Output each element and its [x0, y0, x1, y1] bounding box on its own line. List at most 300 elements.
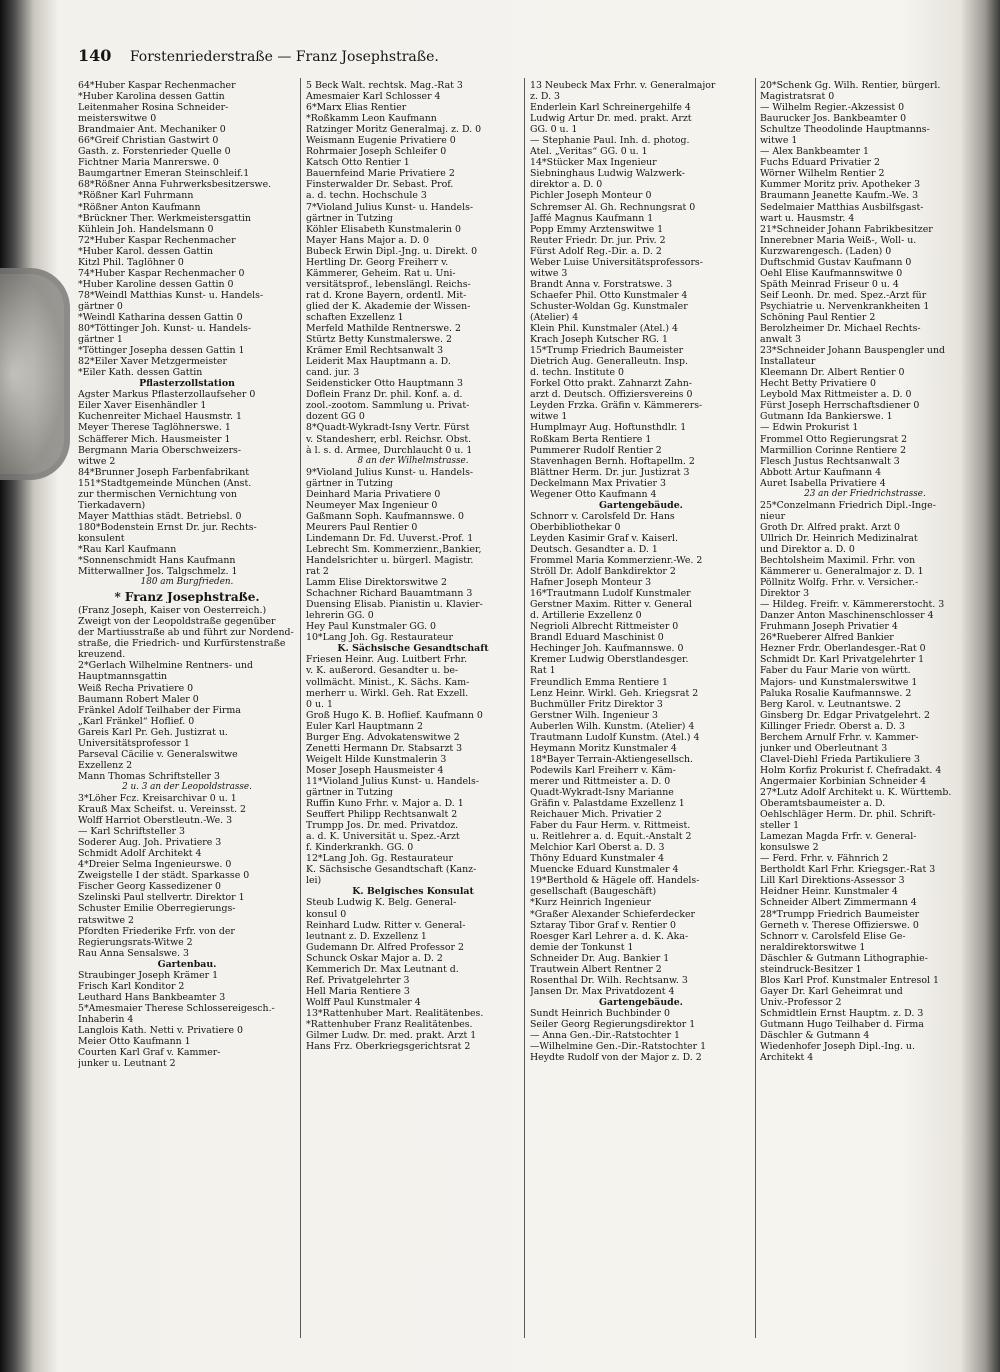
directory-line: a. d. K. Universität u. Spez.-Arzt [306, 831, 460, 843]
directory-line: (Franz Joseph, Kaiser von Oesterreich.) [78, 605, 267, 617]
directory-line: Podewils Karl Freiherr v. Käm- [530, 764, 676, 776]
directory-line: Fruhmann Joseph Privatier 4 [760, 621, 898, 633]
directory-line: Schmidt Adolf Architekt 4 [78, 848, 202, 860]
directory-line: 26*Rueberer Alfred Bankier [760, 632, 894, 644]
directory-line: Jaffé Magnus Kaufmann 1 [530, 212, 654, 224]
directory-line: Gerstner Wilh. Ingenieur 3 [530, 709, 658, 721]
directory-line: Braumann Jeanette Kaufm.-We. 3 [760, 190, 919, 202]
directory-line: Amesmaier Karl Schlosser 4 [306, 91, 441, 103]
directory-line: Pichler Joseph Monteur 0 [530, 190, 652, 202]
directory-line: Schöning Paul Rentier 2 [760, 311, 876, 323]
column-2 [306, 80, 520, 1350]
directory-line: merer und Rittmeister a. D. 0 [530, 775, 671, 787]
directory-line: u. Reitlehrer a. d. Equit.-Anstalt 2 [530, 831, 692, 843]
directory-line: K. Sächsische Gesandtschaft [337, 643, 489, 655]
directory-line: Sedelmaier Matthias Ausbilfsgast- [760, 201, 924, 213]
directory-line: 16*Trautmann Ludolf Kunstmaler [530, 588, 691, 600]
directory-line: Ströll Dr. Adolf Bankdirektor 2 [530, 566, 676, 578]
directory-line: Magistratsrat 0 [760, 91, 835, 103]
directory-line: Hauptmannsgattin [78, 671, 168, 683]
column-divider [524, 78, 525, 1338]
directory-line: der Martiusstraße ab und führt zur Nordend- [78, 627, 294, 639]
directory-line: konsul 0 [306, 908, 347, 920]
directory-line: 18*Bayer Terrain-Aktiengesellsch. [530, 753, 694, 765]
directory-line: Melchior Karl Oberst a. D. 3 [530, 842, 665, 854]
directory-line: Bechtolsheim Maximil. Frhr. von [760, 555, 916, 567]
directory-line: 78*Weindl Matthias Kunst- u. Handels- [78, 289, 264, 301]
directory-line: Tierkadavern) [78, 499, 146, 511]
directory-line: dozent GG 0 [306, 411, 365, 423]
directory-line: 2*Gerlach Wilhelmine Rentners- und [78, 660, 254, 672]
directory-line: — Edwin Prokurist 1 [760, 422, 859, 434]
directory-line: zool.-zootom. Sammlung u. Privat- [306, 400, 470, 412]
directory-line: Reinhard Ludw. Ritter v. General- [306, 919, 466, 931]
directory-line: Mayer Matthias städt. Betriebsl. 0 [78, 510, 242, 522]
directory-line: Frommel Maria Kommerzienr.-We. 2 [530, 555, 703, 567]
page-title: Forstenriederstraße — Franz Josephstraße. [129, 49, 439, 65]
directory-line: Krämer Emil Rechtsanwalt 3 [306, 345, 444, 357]
directory-line: Oehl Elise Kaufmannswitwe 0 [760, 267, 903, 279]
directory-line: Majors- und Kunstmalerswitwe 1 [760, 676, 918, 688]
directory-line: Doflein Franz Dr. phil. Konf. a. d. [306, 389, 463, 401]
directory-line: f. Kinderkrankh. GG. 0 [306, 842, 414, 854]
directory-line: 21*Schneider Johann Fabrikbesitzer [760, 223, 933, 235]
directory-line: Kitzl Phil. Taglöhner 0 [78, 256, 184, 268]
directory-line: Wolff Paul Kunstmaler 4 [306, 996, 421, 1008]
directory-line: Brandt Anna v. Forstratswe. 3 [530, 278, 673, 290]
directory-line: Lill Karl Direktions-Assessor 3 [760, 875, 905, 887]
directory-line: Lindemann Dr. Fd. Uuverst.-Prof. 1 [306, 532, 474, 544]
directory-line: Wörner Wilhelm Rentier 2 [760, 168, 885, 180]
directory-line: Ludwig Artur Dr. med. prakt. Arzt [530, 113, 692, 125]
page-header [78, 46, 938, 70]
directory-line: Schaefer Phil. Otto Kunstmaler 4 [530, 289, 688, 301]
directory-line: Bergmann Maria Oberschweizers- [78, 444, 242, 456]
directory-line: Gartengebäude. [599, 499, 683, 511]
directory-line: konsulswe 2 [760, 842, 819, 854]
directory-line: 8*Quadt-Wykradt-Isny Vertr. Fürst [306, 422, 470, 434]
directory-line: Lebrecht Sm. Kommerzienr.,Bankier, [306, 543, 482, 555]
directory-line: Enderlein Karl Schreinergehilfe 4 [530, 102, 691, 114]
directory-line: Kämmerer u. Generalmajor z. D. 1 [760, 566, 924, 578]
directory-line: *Roßkamm Leon Kaufmann [306, 113, 437, 125]
directory-line: junker und Oberleutnant 3 [760, 742, 888, 754]
directory-line: — Ferd. Frhr. v. Fähnrich 2 [760, 853, 889, 865]
directory-line: Lamezan Magda Frfr. v. General- [760, 831, 917, 843]
directory-line: d. Artillerie Exzellenz 0 [530, 610, 642, 622]
directory-line: 19*Berthold & Hägele off. Handels- [530, 875, 700, 887]
directory-line: GG. 0 u. 1 [530, 124, 578, 136]
directory-line: — Karl Schriftsteller 3 [78, 826, 185, 838]
directory-line: 82*Eiler Xaver Metzgermeister [78, 356, 227, 368]
directory-line: — Wilhelm Regier.-Akzessist 0 [760, 102, 905, 114]
directory-line: Däschler & Gutmann 4 [760, 1030, 870, 1042]
directory-line: Hertling Dr. Georg Freiherr v. [306, 256, 449, 268]
directory-line: Dietrich Aug. Generalleutn. Insp. [530, 356, 688, 368]
directory-line: witwe 1 [760, 135, 798, 147]
directory-line: Reuter Friedr. Dr. jur. Priv. 2 [530, 234, 666, 246]
directory-line: witwe 3 [530, 267, 568, 279]
directory-line: witwe 1 [530, 411, 568, 423]
directory-line: Leitenmaher Rosina Schneider- [78, 102, 229, 114]
directory-line: 180*Bodenstein Ernst Dr. jur. Rechts- [78, 521, 257, 533]
directory-line: 23*Schneider Johann Bauspengler und [760, 345, 946, 357]
directory-line: *Brückner Ther. Werkmeistersgattin [78, 212, 251, 224]
directory-line: Gartenbau. [157, 958, 217, 970]
directory-line: vollmächt. Minist., K. Sächs. Kam- [306, 676, 470, 688]
directory-line: Hell Maria Rentiere 3 [306, 985, 410, 997]
directory-line: Gutmann Ida Bankierswe. 1 [760, 411, 893, 423]
directory-line: Späth Meinrad Friseur 0 u. 4 [760, 278, 899, 290]
directory-line: Faber du Faur Herm. v. Rittmeist. [530, 820, 691, 832]
directory-line: Pummerer Rudolf Rentier 2 [530, 444, 662, 456]
directory-line: Mitterwallner Jos. Talgschmelz. 1 [78, 566, 238, 578]
directory-line: — Hildeg. Freifr. v. Kämmererstocht. 3 [760, 599, 945, 611]
directory-line: Weiß Recha Privatiere 0 [78, 682, 194, 694]
directory-line: Rau Anna Sensalswe. 3 [78, 947, 190, 959]
directory-line: Gutmann Hugo Teilhaber d. Firma [760, 1018, 924, 1030]
directory-line: Blos Karl Prof. Kunstmaler Entresol 1 [760, 974, 939, 986]
directory-line: cand. jur. 3 [306, 367, 360, 379]
directory-line: *Rößner Anton Kaufmann [78, 201, 201, 213]
directory-line: Straubinger Joseph Krämer 1 [78, 969, 219, 981]
directory-line: Ullrich Dr. Heinrich Medizinalrat [760, 532, 918, 544]
directory-line: glied der K. Akademie der Wissen- [306, 300, 471, 312]
directory-line: Reichauer Mich. Privatier 2 [530, 809, 662, 821]
directory-line: 8 an der Wilhelmstrasse. [357, 455, 469, 466]
directory-line: steller 1 [760, 820, 800, 832]
directory-line: Rohrmaier Joseph Schleifer 0 [306, 146, 447, 158]
directory-line: Schmidtlein Ernst Hauptm. z. D. 3 [760, 1007, 924, 1019]
directory-line: 13 Neubeck Max Frhr. v. Generalmajor [530, 80, 716, 91]
directory-line: Kuchenreiter Michael Hausmstr. 1 [78, 411, 242, 423]
directory-line: 80*Töttinger Joh. Kunst- u. Handels- [78, 323, 252, 335]
directory-line: arzt d. Deutsch. Offiziersvereins 0 [530, 389, 693, 401]
directory-line: Flesch Justus Rechtsanwalt 3 [760, 455, 900, 467]
directory-line: 25*Conzelmann Friedrich Dipl.-Inge- [760, 499, 936, 511]
directory-line: Köhler Elisabeth Kunstmalerin 0 [306, 223, 461, 235]
directory-line: Direktor 3 [760, 588, 810, 600]
directory-line: Ref. Privatgelehrter 3 [306, 974, 410, 986]
directory-line: *Graßer Alexander Schieferdecker [530, 908, 696, 920]
directory-line: Installateur [760, 356, 816, 368]
directory-line: Wolff Harriot Oberstleutn.-We. 3 [78, 815, 233, 827]
directory-line: v. K. außerord. Gesandter u. be- [306, 665, 459, 677]
directory-line: Trumpp Jos. Dr. med. Privatdoz. [306, 820, 459, 832]
directory-line: 7*Violand Julius Kunst- u. Handels- [306, 201, 474, 213]
directory-line: Weismann Eugenie Privatiere 0 [306, 135, 456, 147]
directory-line: Groth Dr. Alfred prakt. Arzt 0 [760, 521, 900, 533]
directory-line: 6*Marx Elias Rentier [306, 102, 407, 114]
directory-line: Holm Korfiz Prokurist f. Chefradakt. 4 [760, 764, 942, 776]
directory-line: — Alex Bankbeamter 1 [760, 146, 869, 158]
directory-line: kreuzend. [78, 649, 126, 661]
directory-line: Fichtner Maria Manrerswe. 0 [78, 157, 219, 169]
directory-line: Zweigstelle I der städt. Sparkasse 0 [78, 870, 250, 882]
directory-line: Leuthard Hans Bankbeamter 3 [78, 991, 226, 1003]
directory-line: Groß Hugo K. B. Hoflief. Kaufmann 0 [306, 709, 483, 721]
directory-line: Euler Karl Hauptmann 2 [306, 720, 424, 732]
directory-line: Kemmerich Dr. Max Leutnant d. [306, 963, 459, 975]
directory-line: gärtner 0 [78, 300, 123, 312]
directory-line: 72*Huber Kaspar Rechenmacher [78, 234, 236, 246]
directory-line: 151*Stadtgemeinde München (Anst. [78, 477, 252, 489]
directory-line: 10*Lang Joh. Gg. Restaurateur [306, 632, 454, 644]
directory-line: Leyden Frzka. Gräfin v. Kämmerers- [530, 400, 703, 412]
directory-line: Stavenhagen Bernh. Hoftapellm. 2 [530, 455, 695, 467]
directory-line: Finsterwalder Dr. Sebast. Prof. [306, 179, 454, 191]
directory-line: Burger Eng. Advokatenswitwe 2 [306, 731, 460, 743]
directory-line: Hey Paul Kunstmaler GG. 0 [306, 621, 436, 633]
directory-line: wart u. Hausmstr. 4 [760, 212, 855, 224]
column-divider [755, 78, 756, 1338]
directory-line: Schultze Theodolinde Hauptmanns- [760, 124, 930, 136]
directory-line: Baumann Robert Maler 0 [78, 693, 199, 705]
directory-line: Faber du Faur Marie von württ. [760, 665, 911, 677]
directory-line: Pfordten Friederike Frfr. von der [78, 925, 235, 937]
directory-line: Oehlschläger Herm. Dr. phil. Schrift- [760, 809, 936, 821]
directory-line: anwalt 3 [760, 334, 801, 346]
directory-line: Friesen Heinr. Aug. Luitbert Frhr. [306, 654, 468, 666]
directory-line: 11*Violand Julius Kunst- u. Handels- [306, 775, 480, 787]
directory-line: Gilmer Ludw. Dr. med. prakt. Arzt 1 [306, 1030, 477, 1042]
directory-line: 4*Dreier Selma Ingenieurswe. 0 [78, 859, 232, 871]
directory-line: rat 2 [306, 566, 329, 578]
directory-line: Bauernfeind Marie Privatiere 2 [306, 168, 455, 180]
directory-line: Roesger Karl Lehrer a. d. K. Aka- [530, 930, 689, 942]
directory-line: Gartengebäude. [599, 996, 683, 1008]
directory-line: versitätsprof., lebenslängl. Reichs- [306, 278, 471, 290]
directory-line: 9*Violand Julius Kunst- u. Handels- [306, 466, 474, 478]
directory-line: *Rattenhuber Franz Realitätenbes. [306, 1018, 473, 1030]
directory-line: 20*Schenk Gg. Wilh. Rentier, bürgerl. [760, 80, 941, 91]
directory-line: witwe 2 [78, 455, 116, 467]
directory-line: lei) [306, 875, 322, 887]
directory-line: 0 u. 1 [306, 698, 333, 710]
directory-line: Neumeyer Max Ingenieur 0 [306, 499, 438, 511]
directory-line: Angermaier Korbinian Schneider 4 [760, 775, 927, 787]
directory-line: 12*Lang Joh. Gg. Restaurateur [306, 853, 454, 865]
directory-line: Freundlich Emma Rentiere 1 [530, 676, 669, 688]
directory-line: Mann Thomas Schriftsteller 3 [78, 770, 220, 782]
directory-line: Schneider Dr. Aug. Bankier 1 [530, 952, 670, 964]
directory-line: Auberlen Wilh. Kunstm. (Atelier) 4 [530, 720, 695, 732]
directory-line: Hans Frz. Oberkriegsgerichtsrat 2 [306, 1041, 471, 1053]
directory-line: Fürst Adolf Reg.-Dir. a. D. 2 [530, 245, 662, 257]
directory-line: Seiler Georg Regierungsdirektor 1 [530, 1018, 696, 1030]
directory-line: Pöllnitz Wolfg. Frhr. v. Versicher.- [760, 577, 919, 589]
directory-line: Brandl Eduard Maschinist 0 [530, 632, 664, 644]
directory-line: Klein Phil. Kunstmaler (Atel.) 4 [530, 323, 678, 335]
directory-line: 5 Beck Walt. rechtsk. Mag.-Rat 3 [306, 80, 463, 91]
directory-line: schaften Exzellenz 1 [306, 311, 404, 323]
directory-line: Wiedenhofer Joseph Dipl.-Ing. u. [760, 1041, 915, 1053]
directory-line: Steub Ludwig K. Belg. General- [306, 897, 457, 909]
directory-line: 5*Amesmaier Therese Schlossereigesch.- [78, 1002, 275, 1014]
directory-line: 14*Stücker Max Ingenieur [530, 157, 657, 169]
directory-line: Killinger Friedr. Oberst a. D. 3 [760, 720, 905, 732]
directory-line: * Franz Josephstraße. [114, 592, 260, 604]
directory-line: gärtner in Tutzing [306, 212, 393, 224]
directory-line: Inhaberin 4 [78, 1013, 134, 1025]
directory-line: Fuchs Eduard Privatier 2 [760, 157, 880, 169]
directory-line: Kleemann Dr. Albert Rentier 0 [760, 367, 905, 379]
column-divider [300, 78, 301, 1338]
directory-line: Eiler Xaver Eisenhändler 1 [78, 400, 207, 412]
directory-line: Meier Otto Kaufmann 1 [78, 1036, 191, 1048]
directory-line: Gräfin v. Palastdame Exzellenz 1 [530, 798, 685, 810]
directory-line: Oberamtsbaumeister a. D. [760, 798, 886, 810]
directory-line: v. Standesherr, erbl. Reichsr. Obst. [306, 433, 472, 445]
directory-line: Deinhard Maria Privatiere 0 [306, 488, 441, 500]
directory-line: Deckelmann Max Privatier 3 [530, 477, 666, 489]
directory-line: junker u. Leutnant 2 [78, 1058, 176, 1070]
directory-line: Schuster-Woldan Gg. Kunstmaler [530, 300, 688, 312]
directory-line: Fischer Georg Kassedizener 0 [78, 881, 222, 893]
directory-line: *Huber Karol. dessen Gattin [78, 245, 213, 257]
directory-line: Hechinger Joh. Kaufmannswe. 0 [530, 643, 684, 655]
directory-line: Popp Emmy Arztenswitwe 1 [530, 223, 664, 235]
page-number: 140 [78, 46, 112, 65]
directory-line: Hecht Betty Privatiere 0 [760, 378, 876, 390]
directory-line: Roßkam Berta Rentiere 1 [530, 433, 652, 445]
directory-line: Schäfferer Mich. Hausmeister 1 [78, 433, 231, 445]
directory-line: 23 an der Friedrichstrasse. [804, 488, 926, 499]
directory-line: Rat 1 [530, 665, 556, 677]
directory-line: Gayer Dr. Karl Geheimrat und [760, 985, 903, 997]
directory-line: leutnant z. D. Exzellenz 1 [306, 930, 427, 942]
directory-line: Heydte Rudolf von der Major z. D. 2 [530, 1052, 702, 1064]
directory-line: Szelinski Paul stellvertr. Direktor 1 [78, 892, 245, 904]
directory-line: Regierungsrats-Witwe 2 [78, 936, 193, 948]
directory-line: direktor a. D. 0 [530, 179, 603, 191]
directory-line: 74*Huber Kaspar Rechenmacher 0 [78, 267, 245, 279]
directory-line: Kämmerer, Geheim. Rat u. Uni- [306, 267, 456, 279]
directory-line: Däschler & Gutmann Lithographie- [760, 952, 928, 964]
directory-line: Kühlein Joh. Handelsmann 0 [78, 223, 214, 235]
directory-line: Seif Leonh. Dr. med. Spez.-Arzt für [760, 289, 927, 301]
directory-line: Buchmüller Fritz Direktor 3 [530, 698, 663, 710]
directory-line: *Huber Karoline dessen Gattin 0 [78, 278, 234, 290]
directory-line: 15*Trump Friedrich Baumeister [530, 345, 684, 357]
directory-line: konsulent [78, 532, 125, 544]
directory-line: Atel. „Veritas“ GG. 0 u. 1 [530, 146, 648, 158]
directory-line: Stürtz Betty Kunstmalerswe. 2 [306, 334, 452, 346]
directory-line: z. D. 3 [530, 91, 561, 103]
directory-line: Lamm Elise Direktorswitwe 2 [306, 577, 447, 589]
directory-line: Bertholdt Karl Frhr. Kriegsger.-Rat 3 [760, 864, 936, 876]
directory-line: Wegener Otto Kaufmann 4 [530, 488, 657, 500]
directory-line: Meurers Paul Rentier 0 [306, 521, 418, 533]
directory-line: d. techn. Institute 0 [530, 367, 624, 379]
directory-line: Weber Luise Universitätsprofessors- [530, 256, 703, 268]
directory-line: straße, die Friedrich- und Kurfürstenstraße [78, 638, 286, 650]
directory-line: Thöny Eduard Kunstmaler 4 [530, 853, 665, 865]
directory-line: Schachner Richard Bauamtmann 3 [306, 588, 473, 600]
directory-line: demie der Tonkunst 1 [530, 941, 634, 953]
directory-line: Leybold Max Rittmeister a. D. 0 [760, 389, 912, 401]
directory-line: *Rößner Karl Fuhrmann [78, 190, 194, 202]
directory-line: Merfeld Mathilde Rentnerswe. 2 [306, 323, 461, 335]
directory-line: Rosenthal Dr. Wilh. Rechtsanw. 3 [530, 974, 688, 986]
directory-line: 68*Rößner Anna Fuhrwerksbesitzerswe. [78, 179, 272, 191]
directory-line: *Töttinger Josepha dessen Gattin 1 [78, 345, 245, 357]
directory-line: 3*Löher Fcz. Kreisarchivar 0 u. 1 [78, 793, 237, 804]
directory-line: Leyden Kasimir Graf v. Kaiserl. [530, 532, 678, 544]
column-1 [78, 80, 296, 1350]
directory-line: Moser Joseph Hausmeister 4 [306, 764, 444, 776]
directory-line: Psychiatrie u. Nervenkrankheiten 1 [760, 300, 930, 312]
directory-line: Schmidt Dr. Karl Privatgelehrter 1 [760, 654, 925, 666]
directory-line: Schremser Al. Gh. Rechnungsrat 0 [530, 201, 696, 213]
directory-line: Weigelt Hilde Kunstmalerin 3 [306, 753, 447, 765]
directory-line: Berg Karol. v. Leutnantswe. 2 [760, 698, 902, 710]
directory-line: Oberbibliothekar 0 [530, 521, 621, 533]
directory-line: Clavel-Diehl Frieda Partikuliere 3 [760, 753, 920, 765]
directory-line: Quadt-Wykradt-Isny Marianne [530, 787, 674, 798]
directory-line: *Huber Karolina dessen Gattin [78, 91, 225, 103]
directory-line: Seuffert Philipp Rechtsanwalt 2 [306, 809, 458, 821]
directory-line: 66*Greif Christian Gastwirt 0 [78, 135, 219, 147]
directory-line: Gasth. z. Forstenrieder Quelle 0 [78, 146, 231, 158]
directory-line: Baurucker Jos. Bankbeamter 0 [760, 113, 907, 125]
column-3 [530, 80, 752, 1350]
directory-line: Humplmayr Aug. Hoftunsthdlr. 1 [530, 422, 687, 434]
directory-line: *Rau Karl Kaufmann [78, 543, 177, 555]
directory-line: — Anna Gen.-Dir.-Ratstochter 1 [530, 1030, 680, 1042]
directory-line: Gareis Karl Pr. Geh. Justizrat u. [78, 726, 228, 738]
directory-line: Siebninghaus Ludwig Walzwerk- [530, 168, 685, 180]
directory-line: (Atelier) 4 [530, 311, 579, 323]
directory-line: Sztaray Tibor Graf v. Rentier 0 [530, 919, 676, 931]
directory-line: Frommel Otto Regierungsrat 2 [760, 433, 908, 445]
directory-line: nieur [760, 510, 786, 522]
directory-line: Brandmaier Ant. Mechaniker 0 [78, 124, 226, 136]
directory-line: Gaßmann Soph. Kaufmannswe. 0 [306, 510, 464, 522]
directory-line: *Weindl Katharina dessen Gattin 0 [78, 311, 243, 323]
directory-line: Gudemann Dr. Alfred Professor 2 [306, 941, 464, 953]
directory-line: Kummer Moritz priv. Apotheker 3 [760, 179, 921, 191]
directory-line: Courten Karl Graf v. Kammer- [78, 1047, 221, 1059]
directory-line: Zenetti Hermann Dr. Stabsarzt 3 [306, 742, 463, 754]
directory-line: Krauß Max Scheifst. u. Vereinsst. 2 [78, 804, 246, 816]
directory-line: ratswitwe 2 [78, 914, 134, 926]
directory-line: und Direktor a. D. 0 [760, 543, 855, 555]
directory-line: Zweigt von der Leopoldstraße gegenüber [78, 616, 276, 628]
column-4 [760, 80, 970, 1350]
directory-line: Seidensticker Otto Hauptmann 3 [306, 378, 463, 390]
directory-line: a. d. techn. Hochschule 3 [306, 190, 427, 202]
directory-line: *Sonnenschmidt Hans Kaufmann [78, 555, 236, 567]
directory-line: lehrerin GG. 0 [306, 610, 374, 622]
directory-line: Kremer Ludwig Oberstlandesger. [530, 654, 689, 666]
directory-line: Ratzinger Moritz Generalmaj. z. D. 0 [306, 124, 482, 136]
directory-line: Mayer Hans Major a. D. 0 [306, 234, 429, 246]
directory-line: gärtner in Tutzing [306, 787, 393, 798]
directory-line: steindruck-Besitzer 1 [760, 963, 862, 975]
directory-line: 28*Trumpp Friedrich Baumeister [760, 908, 920, 920]
directory-line: Fränkel Adolf Teilhaber der Firma [78, 704, 241, 716]
directory-line: Frisch Karl Konditor 2 [78, 980, 185, 992]
directory-line: Ruffin Kuno Frhr. v. Major a. D. 1 [306, 798, 464, 810]
directory-line: —Wilhelmine Gen.-Dir.-Ratstochter 1 [530, 1041, 707, 1053]
directory-line: Paluka Rosalie Kaufmannswe. 2 [760, 687, 912, 699]
directory-line: Krach Joseph Kutscher RG. 1 [530, 334, 668, 346]
directory-line: Gerneth v. Therese Offizierswe. 0 [760, 919, 919, 931]
directory-line: Trautwein Albert Rentner 2 [530, 963, 662, 975]
directory-line: neraldirektorswitwe 1 [760, 941, 866, 953]
directory-line: Marmillion Corinne Rentiere 2 [760, 444, 907, 456]
